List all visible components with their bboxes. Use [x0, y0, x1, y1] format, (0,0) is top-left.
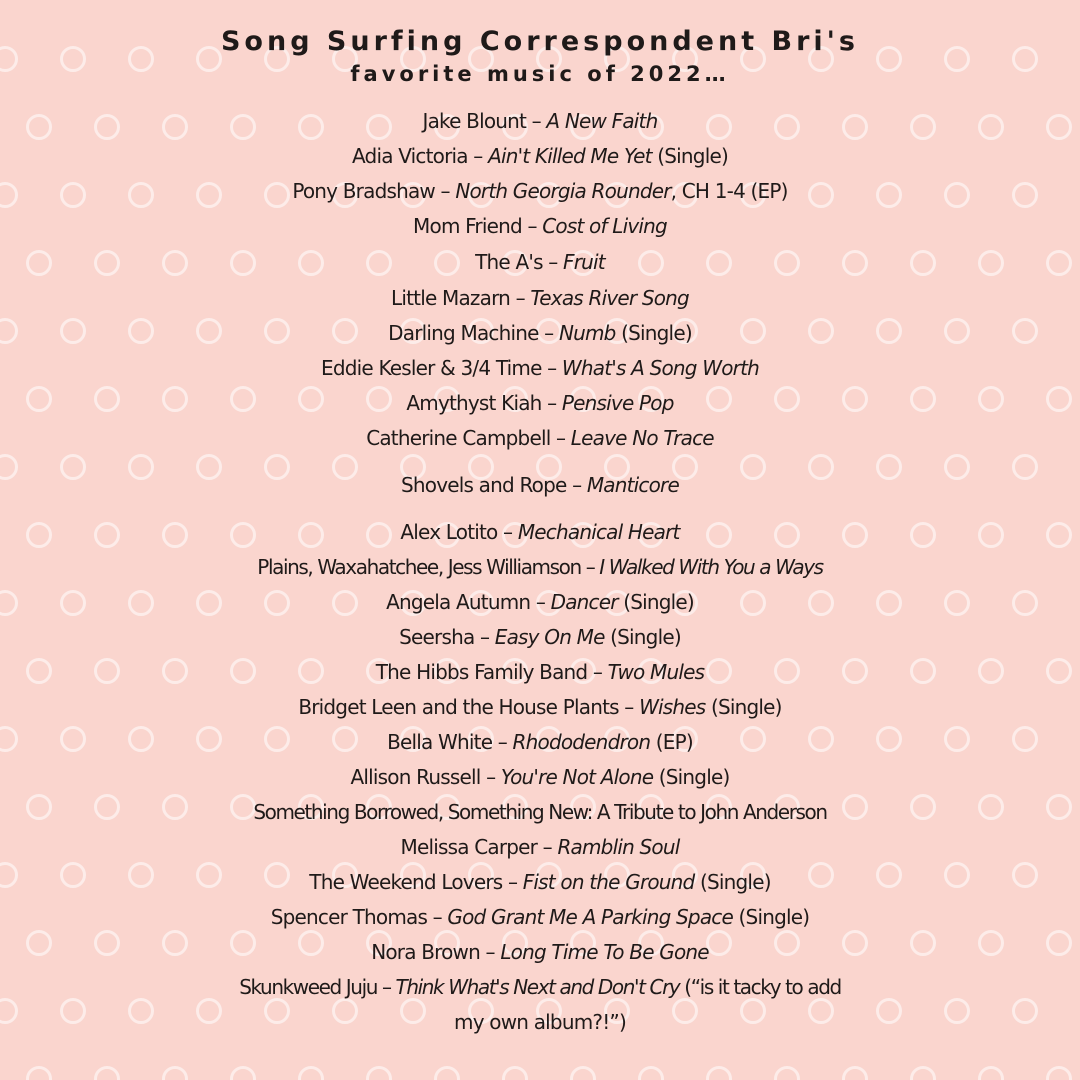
work-title: God Grant Me A Parking Space: [447, 905, 733, 929]
list-item: [0, 281, 1080, 316]
release-note: (Single): [617, 590, 694, 614]
separator-dash: –: [510, 286, 531, 310]
separator-dash: –: [542, 250, 564, 274]
list-item: [0, 104, 1080, 139]
artist-name: Spencer Thomas: [270, 905, 428, 929]
separator-dash: –: [541, 356, 562, 380]
artist-name: Melissa Carper: [400, 835, 538, 859]
list-item: [0, 515, 1080, 550]
work-title: Pensive Pop: [561, 391, 674, 415]
artist-name: Bridget Leen and the House Plants: [298, 695, 619, 719]
artist-name: The Hibbs Family Band: [375, 660, 588, 684]
separator-dash: –: [550, 426, 571, 450]
release-note: (EP): [650, 730, 693, 754]
artist-name: Bella White: [387, 730, 493, 754]
list-item: [0, 585, 1080, 620]
artist-name: Jake Blount: [422, 109, 527, 133]
list-item: [0, 550, 1080, 585]
work-title: Fist on the Ground: [522, 870, 695, 894]
work-title: Numb: [558, 321, 616, 345]
list-item-continuation: my own album?!”): [454, 1010, 626, 1034]
separator-dash: –: [541, 391, 562, 415]
list-item: [0, 245, 1080, 280]
list-item: [0, 316, 1080, 351]
work-title: Rhododendron: [512, 730, 651, 754]
work-title: North Georgia Rounder: [455, 179, 671, 203]
list-item: [0, 139, 1080, 174]
work-title: Two Mules: [607, 660, 705, 684]
separator-dash: –: [537, 835, 558, 859]
artist-name: Nora Brown: [371, 940, 480, 964]
list-item: [0, 468, 1080, 503]
separator-dash: –: [526, 109, 547, 133]
list-item: [0, 795, 1080, 830]
work-title: You're Not Alone: [500, 765, 654, 789]
work-title: Texas River Song: [530, 286, 689, 310]
separator-dash: –: [427, 905, 448, 929]
artist-name: Mom Friend: [413, 214, 522, 238]
work-title: Ain't Killed Me Yet: [488, 144, 652, 168]
artist-name: Seersha: [399, 625, 475, 649]
work-title: Long Time To Be Gone: [500, 940, 709, 964]
page-subtitle: favorite music of 2022…: [350, 62, 730, 86]
separator-dash: –: [467, 144, 489, 168]
list-item: [0, 690, 1080, 725]
list-item: [0, 970, 1080, 1005]
work-title: Mechanical Heart: [517, 520, 680, 544]
list-item: [0, 421, 1080, 456]
artist-name: Something Borrowed, Something New: A Tribute to John Anderson: [253, 800, 827, 824]
release-note: (Single): [705, 695, 782, 719]
separator-dash: –: [502, 870, 523, 894]
list-item: [0, 209, 1080, 244]
release-note: (Single): [694, 870, 771, 894]
release-note: (Single): [732, 905, 810, 929]
artist-name: The A's: [475, 250, 543, 274]
separator-dash: –: [538, 321, 559, 345]
page-title: Song Surfing Correspondent Bri's: [220, 26, 859, 57]
list-item: [0, 830, 1080, 865]
separator-dash: –: [530, 590, 551, 614]
separator-dash: –: [497, 520, 518, 544]
artist-name: Skunkweed Juju: [239, 975, 378, 999]
separator-dash: –: [434, 179, 456, 203]
release-note: (Single): [653, 765, 730, 789]
separator-dash: –: [474, 625, 495, 649]
list-item: [0, 386, 1080, 421]
work-title: Manticore: [586, 473, 679, 497]
work-title: Ramblin Soul: [557, 835, 680, 859]
release-note: , CH 1-4 (EP): [670, 179, 788, 203]
artist-name: Allison Russell: [350, 765, 481, 789]
work-title: Fruit: [563, 250, 605, 274]
work-title: Dancer: [550, 590, 618, 614]
work-title: Cost of Living: [542, 214, 667, 238]
release-note: (Single): [604, 625, 681, 649]
list-item: [0, 725, 1080, 760]
artist-name: Adia Victoria: [352, 144, 468, 168]
work-title: Easy On Me: [494, 625, 605, 649]
artist-name: Little Mazarn: [391, 286, 511, 310]
work-title: Wishes: [639, 695, 706, 719]
separator-dash: –: [618, 695, 640, 719]
artist-name: Shovels and Rope: [401, 473, 567, 497]
list-item: [0, 935, 1080, 970]
artist-name: Angela Autumn: [386, 590, 531, 614]
list-item: [0, 865, 1080, 900]
list-item: [0, 620, 1080, 655]
work-title: What's A Song Worth: [561, 356, 759, 380]
separator-dash: –: [521, 214, 543, 238]
separator-dash: –: [587, 660, 608, 684]
artist-name: Eddie Kesler & 3/4 Time: [321, 356, 542, 380]
artist-name: The Weekend Lovers: [309, 870, 503, 894]
list-item: [0, 351, 1080, 386]
list-item: [0, 760, 1080, 795]
work-title: I Walked With You a Ways: [599, 555, 823, 579]
artist-name: Amythyst Kiah: [406, 391, 542, 415]
work-title: A New Faith: [546, 109, 658, 133]
release-note: (Single): [651, 144, 728, 168]
list-item: [0, 174, 1080, 209]
artist-name: Alex Lotito: [400, 520, 498, 544]
artist-name: Catherine Campbell: [366, 426, 551, 450]
separator-dash: –: [566, 473, 587, 497]
release-note: (Single): [615, 321, 692, 345]
list-item: [0, 900, 1080, 935]
artist-name: Darling Machine: [388, 321, 539, 345]
work-title: Leave No Trace: [570, 426, 714, 450]
artist-name: Pony Bradshaw: [292, 179, 435, 203]
separator-dash: –: [580, 555, 600, 579]
artist-name: Plains, Waxahatchee, Jess Williamson: [257, 555, 581, 579]
work-title: Think What's Next and Don't Cry: [395, 975, 680, 999]
list-item: [0, 655, 1080, 690]
release-note: (“is it tacky to add: [679, 975, 841, 999]
separator-dash: –: [480, 765, 501, 789]
separator-dash: –: [480, 940, 501, 964]
separator-dash: –: [377, 975, 396, 999]
separator-dash: –: [492, 730, 513, 754]
